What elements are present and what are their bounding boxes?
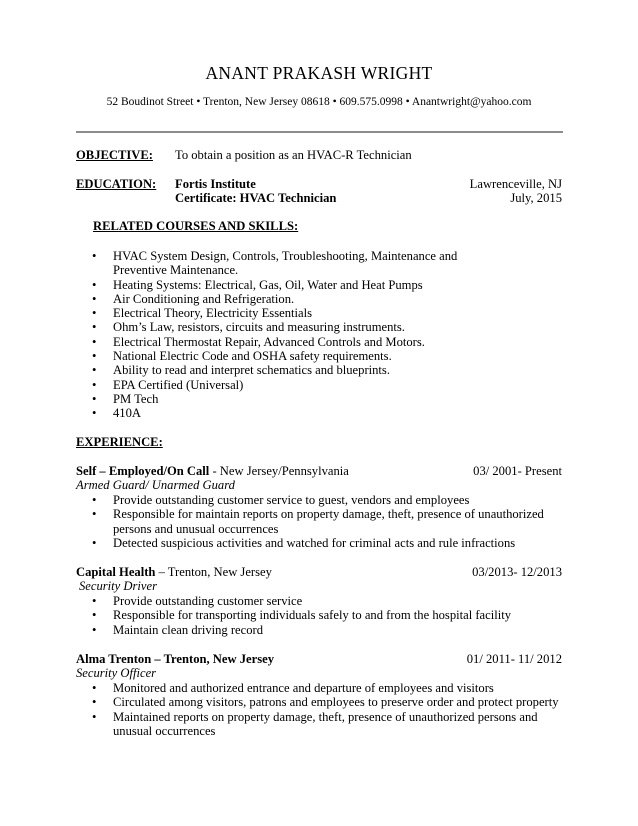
bullet-icon: • (92, 622, 97, 637)
bullet-icon: • (92, 363, 97, 378)
list-item: unusual occurrences (113, 723, 216, 738)
job-title: Armed Guard/ Unarmed Guard (76, 478, 235, 492)
bullet-icon: • (92, 377, 97, 392)
job-header (76, 565, 272, 579)
job-employer: Capital Health (76, 565, 156, 579)
list-item: • 410A (92, 406, 141, 421)
bullet-icon: • (92, 291, 97, 306)
header-divider (76, 131, 563, 133)
job-title: Security Driver (79, 579, 157, 593)
job-title: Security Officer (76, 666, 157, 680)
list-item: • National Electric Code and OSHA safety requirements. (92, 349, 392, 364)
objective-text: To obtain a position as an HVAC-R Technician (175, 148, 412, 162)
bullet-icon: • (92, 277, 97, 292)
skills-list (76, 249, 457, 421)
list-item: • Air Conditioning and Refrigeration. (92, 291, 295, 306)
list-item: • Detected suspicious activities and watched for criminal acts and rule infractions (92, 535, 516, 550)
bullet-icon: • (92, 320, 97, 335)
list-item: • Electrical Thermostat Repair, Advanced Controls and Motors. (92, 334, 425, 349)
job-dates: 03/2013- 12/2013 (472, 565, 562, 579)
list-item: • Maintained reports on property damage, theft, presence of unauthorized persons and (92, 709, 538, 724)
bullet-icon: • (92, 709, 97, 724)
objective-heading: OBJECTIVE: (76, 148, 153, 162)
list-item: • Circulated among visitors, patrons and employees to preserve order and protect property (92, 695, 559, 710)
list-item: • EPA Certified (Universal) (92, 377, 244, 392)
list-item: • Monitored and authorized entrance and departure of employees and visitors (92, 681, 494, 695)
bullet-icon: • (92, 391, 97, 406)
bullet-icon: • (92, 507, 97, 522)
list-item: • Heating Systems: Electrical, Gas, Oil, Water and Heat Pumps (92, 277, 423, 292)
bullet-icon: • (92, 608, 97, 623)
job-dates: 01/ 2011- 11/ 2012 (466, 652, 562, 666)
list-item: • Ability to read and interpret schematics and blueprints. (92, 363, 390, 378)
bullet-icon: • (92, 535, 97, 550)
bullet-icon: • (92, 493, 97, 507)
bullet-icon: • (92, 249, 97, 263)
job-duties (76, 594, 511, 637)
education-heading: EDUCATION: (76, 177, 157, 191)
bullet-icon: • (92, 594, 97, 608)
job-dates: 03/ 2001- Present (473, 464, 562, 478)
candidate-name: ANANT PRAKASH WRIGHT (205, 63, 433, 83)
job-header (76, 652, 274, 666)
list-item: • Electrical Theory, Electricity Essentials (92, 306, 312, 321)
job-header (76, 464, 349, 478)
list-item: • Provide outstanding customer service (92, 594, 303, 608)
bullet-icon: • (92, 695, 97, 710)
list-item: • PM Tech (92, 391, 159, 406)
job-duties (76, 681, 559, 738)
list-item: persons and unusual occurrences (113, 521, 279, 536)
skills-heading: RELATED COURSES AND SKILLS: (93, 219, 299, 233)
list-item: • Maintain clean driving record (92, 622, 264, 637)
job-location: - New Jersey/Pennsylvania (209, 464, 349, 478)
education-school: Fortis Institute (175, 177, 256, 191)
job-location: – Trenton, New Jersey (155, 565, 272, 579)
education-certificate: Certificate: HVAC Technician (175, 191, 337, 205)
list-item: • Ohm’s Law, resistors, circuits and measuring instruments. (92, 320, 405, 335)
bullet-icon: • (92, 406, 97, 421)
bullet-icon: • (92, 306, 97, 321)
list-item: • Responsible for transporting individuals safely to and from the hospital facility (92, 608, 512, 623)
job-duties (76, 493, 544, 550)
list-item: • Responsible for maintain reports on property damage, theft, presence of unauthorized (92, 507, 544, 522)
list-item: • HVAC System Design, Controls, Troubleshooting, Maintenance and (92, 249, 458, 263)
job-employer: Alma Trenton – Trenton, New Jersey (76, 652, 274, 666)
bullet-icon: • (92, 681, 97, 695)
education-location: Lawrenceville, NJ (469, 177, 562, 191)
list-item: Preventive Maintenance. (113, 263, 239, 278)
bullet-icon: • (92, 334, 97, 349)
contact-line: 52 Boudinot Street • Trenton, New Jersey 08618 • 609.575.0998 • Anantwright@yahoo.com (106, 96, 532, 108)
education-date: July, 2015 (510, 191, 562, 205)
bullet-icon: • (92, 349, 97, 364)
list-item: • Provide outstanding customer service to guest, vendors and employees (92, 493, 470, 507)
experience-heading: EXPERIENCE: (76, 435, 163, 449)
job-employer: Self – Employed/On Call (76, 464, 210, 478)
